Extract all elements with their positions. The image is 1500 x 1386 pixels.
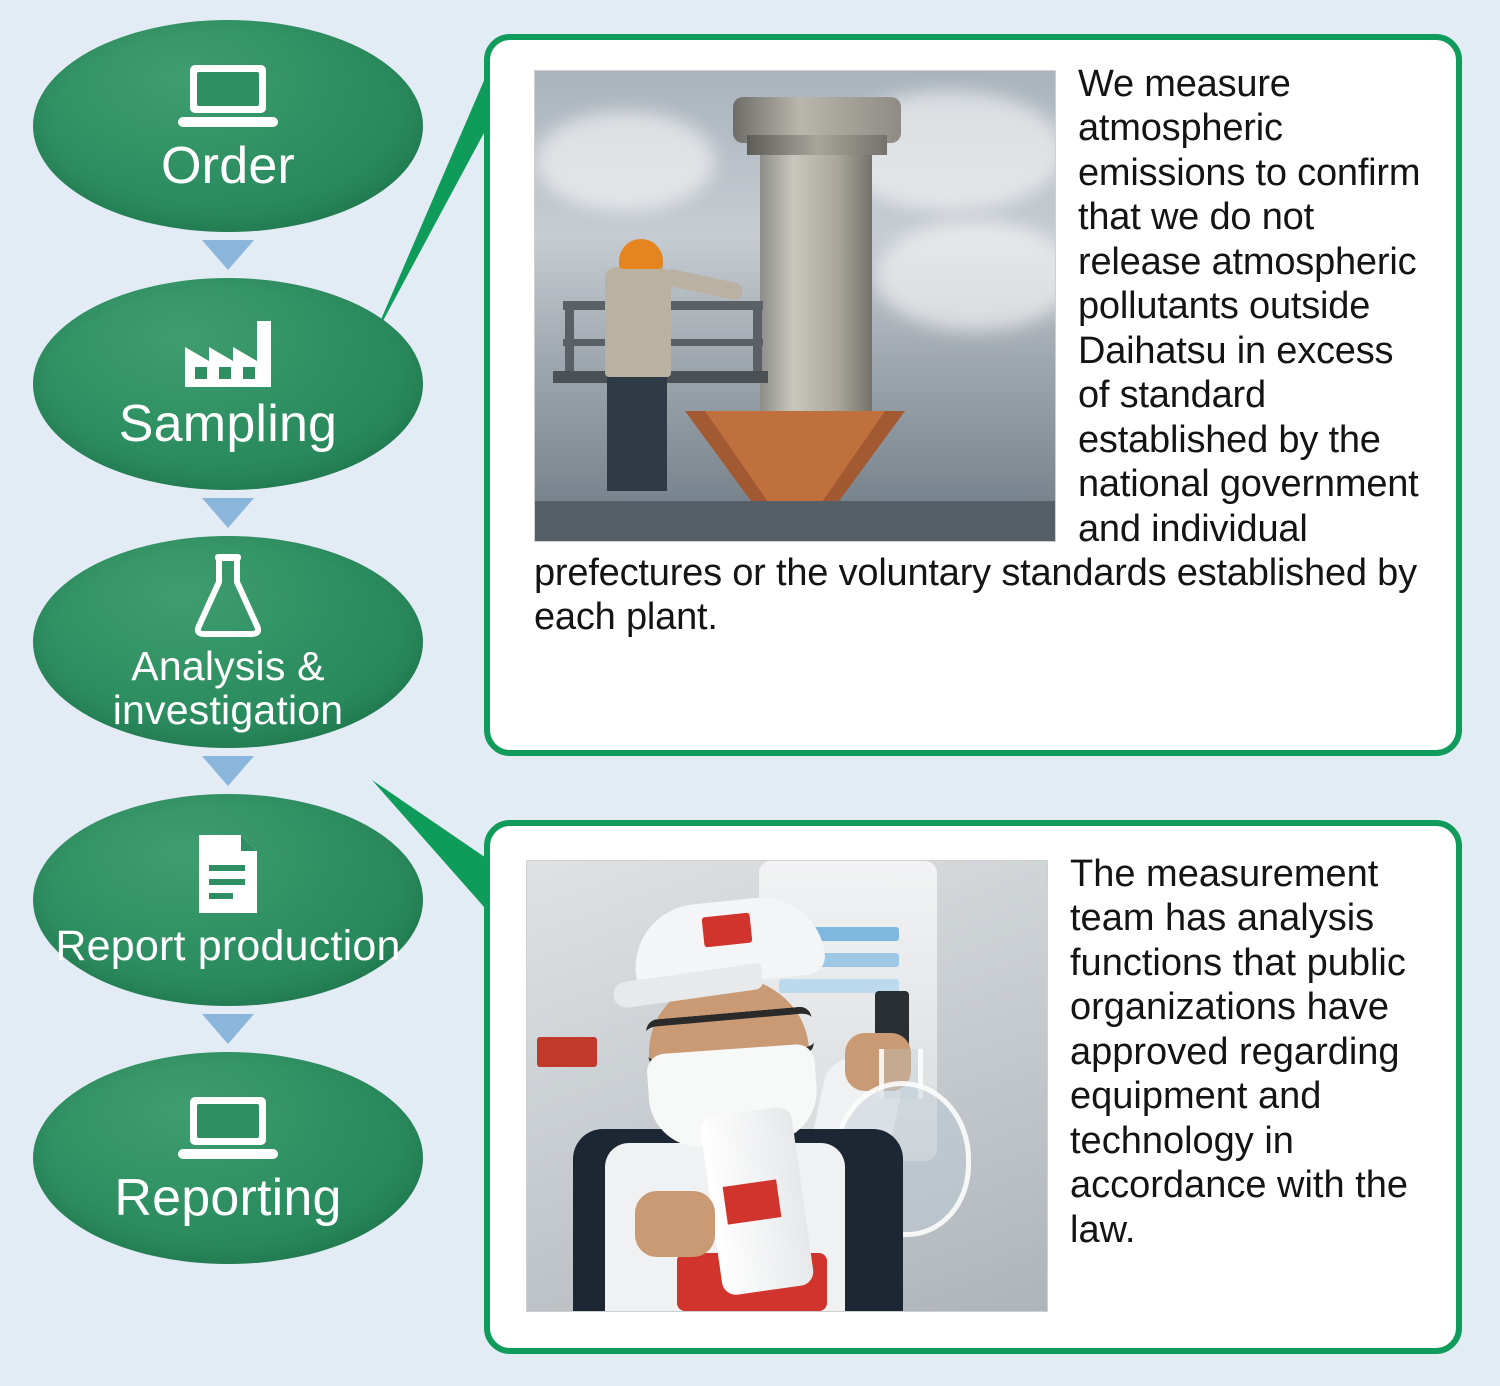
flow-step-label: Reporting (114, 1168, 342, 1227)
flow-step-label: Order (161, 136, 295, 195)
flow-step-order[interactable] (33, 20, 423, 232)
flow-arrow-2 (202, 498, 254, 528)
card-body-text: We measure atmospheric emissions to confirm that we do not release atmospheric pollutants outside Daihatsu in excess of standard established by the national government and individual prefectures or the voluntary standards established by each plant. (534, 63, 1421, 639)
flask-icon (189, 552, 267, 643)
flow-step-label: Analysis & investigation (112, 643, 344, 733)
laptop-icon (176, 59, 280, 138)
flow-step-label: Sampling (118, 394, 338, 453)
flow-step-label: Report production (55, 921, 401, 970)
process-flow (18, 20, 438, 1370)
factory-icon (179, 317, 277, 396)
flow-step-reporting[interactable] (33, 1052, 423, 1264)
flow-step-sampling[interactable] (33, 278, 423, 490)
flow-step-report-production[interactable] (33, 794, 423, 1006)
flow-arrow-3 (202, 756, 254, 786)
card-body-text: The measurement team has analysis functions that public organizations have approved regarding equipment and technology in accordance with the law. (1070, 853, 1408, 1251)
info-card-measurement-team (484, 820, 1462, 1354)
photo-smokestack-sampling (534, 70, 1056, 542)
info-card-atmospheric-emissions (484, 34, 1462, 756)
photo-lab-technician (526, 860, 1048, 1312)
flow-arrow-1 (202, 240, 254, 270)
document-icon (191, 831, 265, 922)
flow-step-analysis[interactable] (33, 536, 423, 748)
laptop-icon (176, 1091, 280, 1170)
flow-arrow-4 (202, 1014, 254, 1044)
